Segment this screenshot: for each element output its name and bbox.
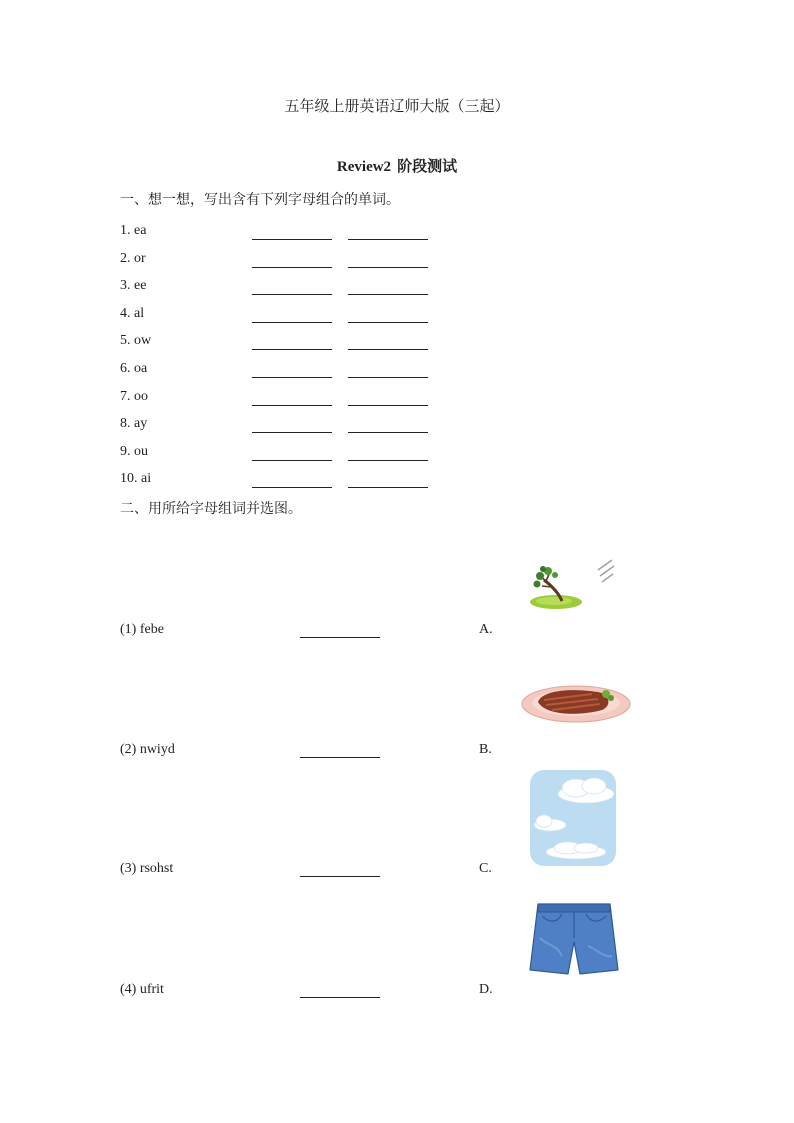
answer-blank[interactable]	[348, 239, 428, 240]
scramble-question: (4) ufrit	[120, 982, 164, 997]
letter-combo-row	[120, 389, 440, 409]
answer-blank[interactable]	[348, 322, 428, 323]
answer-blank[interactable]	[252, 432, 332, 433]
letter-combo-label: 3. ee	[120, 278, 147, 293]
subtitle-review: Review2	[336, 159, 392, 175]
scramble-question: (2) nwiyd	[120, 742, 175, 757]
answer-blank[interactable]	[300, 876, 380, 877]
answer-blank[interactable]	[348, 405, 428, 406]
letter-combo-label: 6. oa	[120, 361, 148, 376]
windy-tree-picture	[528, 556, 618, 614]
answer-blank[interactable]	[348, 487, 428, 488]
steak-plate-picture	[520, 680, 632, 724]
letter-combo-row	[120, 361, 440, 381]
answer-blank[interactable]	[348, 267, 428, 268]
option-label: D.	[479, 982, 493, 997]
answer-blank[interactable]	[300, 757, 380, 758]
answer-blank[interactable]	[348, 460, 428, 461]
worksheet-subtitle	[0, 155, 794, 176]
answer-blank[interactable]	[252, 322, 332, 323]
letter-combo-row	[120, 416, 440, 436]
letter-combo-row	[120, 306, 440, 326]
answer-blank[interactable]	[252, 460, 332, 461]
worksheet-title: 五年级上册英语辽师大版（三起）	[284, 97, 510, 115]
answer-blank[interactable]	[252, 487, 332, 488]
letter-combo-label: 7. oo	[120, 389, 148, 404]
letter-combo-label: 2. or	[120, 251, 146, 266]
answer-blank[interactable]	[252, 267, 332, 268]
letter-combo-row	[120, 471, 440, 491]
option-label: A.	[479, 622, 493, 637]
letter-combo-label: 5. ow	[120, 333, 152, 348]
answer-blank[interactable]	[252, 405, 332, 406]
letter-combo-row	[120, 251, 440, 271]
answer-blank[interactable]	[348, 432, 428, 433]
letter-combo-label: 1. ea	[120, 223, 147, 238]
blue-shorts-picture	[528, 898, 620, 978]
section2-heading: 二、用所给字母组词并选图。	[120, 501, 302, 517]
answer-blank[interactable]	[252, 349, 332, 350]
letter-combo-label: 4. al	[120, 306, 145, 321]
sky-clouds-picture	[528, 768, 618, 868]
letter-combo-label: 8. ay	[120, 416, 148, 431]
letter-combo-label: 10. ai	[120, 471, 152, 486]
answer-blank[interactable]	[348, 377, 428, 378]
answer-blank[interactable]	[348, 349, 428, 350]
answer-blank[interactable]	[300, 637, 380, 638]
letter-combo-row	[120, 223, 440, 243]
subtitle-stage-test: 阶段测试	[397, 157, 458, 175]
answer-blank[interactable]	[348, 294, 428, 295]
letter-combo-label: 9. ou	[120, 444, 148, 459]
answer-blank[interactable]	[252, 294, 332, 295]
option-label: C.	[479, 861, 492, 876]
answer-blank[interactable]	[300, 997, 380, 998]
letter-combo-row	[120, 333, 440, 353]
answer-blank[interactable]	[252, 239, 332, 240]
section1-heading: 一、想一想，写出含有下列字母组合的单词。	[120, 192, 400, 208]
letter-combo-row	[120, 278, 440, 298]
letter-combo-row	[120, 444, 440, 464]
answer-blank[interactable]	[252, 377, 332, 378]
scramble-question: (3) rsohst	[120, 861, 174, 876]
scramble-question: (1) febe	[120, 622, 164, 637]
option-label: B.	[479, 742, 492, 757]
